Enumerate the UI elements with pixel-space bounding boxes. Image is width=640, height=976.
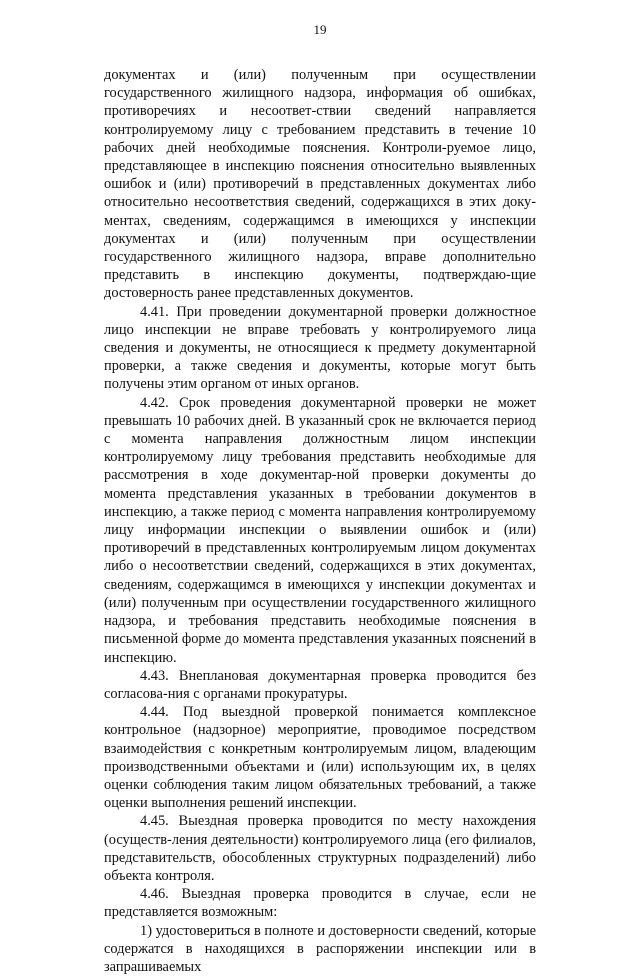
list-item-1: 1) удостовериться в полноте и достоверности сведений, которые содержатся в находящихся в распоряжении инспекции или в запрашиваемых xyxy=(104,922,536,975)
paragraph-4-44: 4.44. Под выездной проверкой понимается комплексное контрольное (надзорное) мероприятие, проводимое посредством взаимодействия с конкретным контролируемым лицом, владеющим производственными объектами и (или) использующим их, в целях оценки соблюдения таким лицом обязательных требований, а также оценки выполнения решений инспекции. xyxy=(104,704,536,812)
paragraph-4-45: 4.45. Выездная проверка проводится по месту нахождения (осуществ-ления деятельности) контролируемого лица (его филиалов, представительств, обособленных структурных подразделений) либо объекта контроля. xyxy=(104,813,536,884)
paragraph-4-42: 4.42. Срок проведения документарной проверки не может превышать 10 рабочих дней. В указанный срок не включается период с момента направления должностным лицом инспекции контролируемому лицу требования представить необходимые для рассмотрения в ходе документар-ной проверки документы до момента представления указанных в требовании документов в инспекцию, а также период с момента направления контролируемому лицу информации инспекции о выявлении ошибок и (или) противоречий в представленных контролируемым лицом документах либо о несоответствии сведений, содержащихся в этих документах, сведениям, содержащимся в имеющихся у инспекции документах и (или) полученным при осуществлении государственного жилищного надзора, и требования представить необходимые пояснения в письменной форме до момента представления указанных пояснений в инспекцию. xyxy=(104,394,536,666)
paragraph-continuation: документах и (или) полученным при осуществлении государственного жилищного надзора, информация об ошибках, противоречиях и несоответ-ствии сведений направляется контролируемому лицу с требованием представить в течение 10 рабочих дней необходимые пояснения. Контроли-руемое лицо, представляющее в инспекцию пояснения относительно выявленных ошибок и (или) противоречий в представленных документах либо относительно несоответствия сведений, содержащихся в этих доку-ментах, сведениям, содержащимся в имеющихся у инспекции документах и (или) полученным при осуществлении государственного жилищного надзора, вправе дополнительно представить в инспекцию документы, подтверждаю-щие достоверность ранее представленных документов. xyxy=(104,67,536,302)
paragraph-4-43: 4.43. Внеплановая документарная проверка проводится без согласова-ния с органами прокуратуры. xyxy=(104,667,536,702)
paragraph-4-46: 4.46. Выездная проверка проводится в случае, если не представляется возможным: xyxy=(104,886,536,921)
page-number: 19 xyxy=(313,22,327,37)
paragraph-4-41: 4.41. При проведении документарной проверки должностное лицо инспекции не вправе требовать у контролируемого лица сведения и документы, не относящиеся к предмету документарной проверки, а также сведения и документы, которые могут быть получены этим органом от иных органов. xyxy=(104,303,536,393)
body-text xyxy=(104,66,536,976)
